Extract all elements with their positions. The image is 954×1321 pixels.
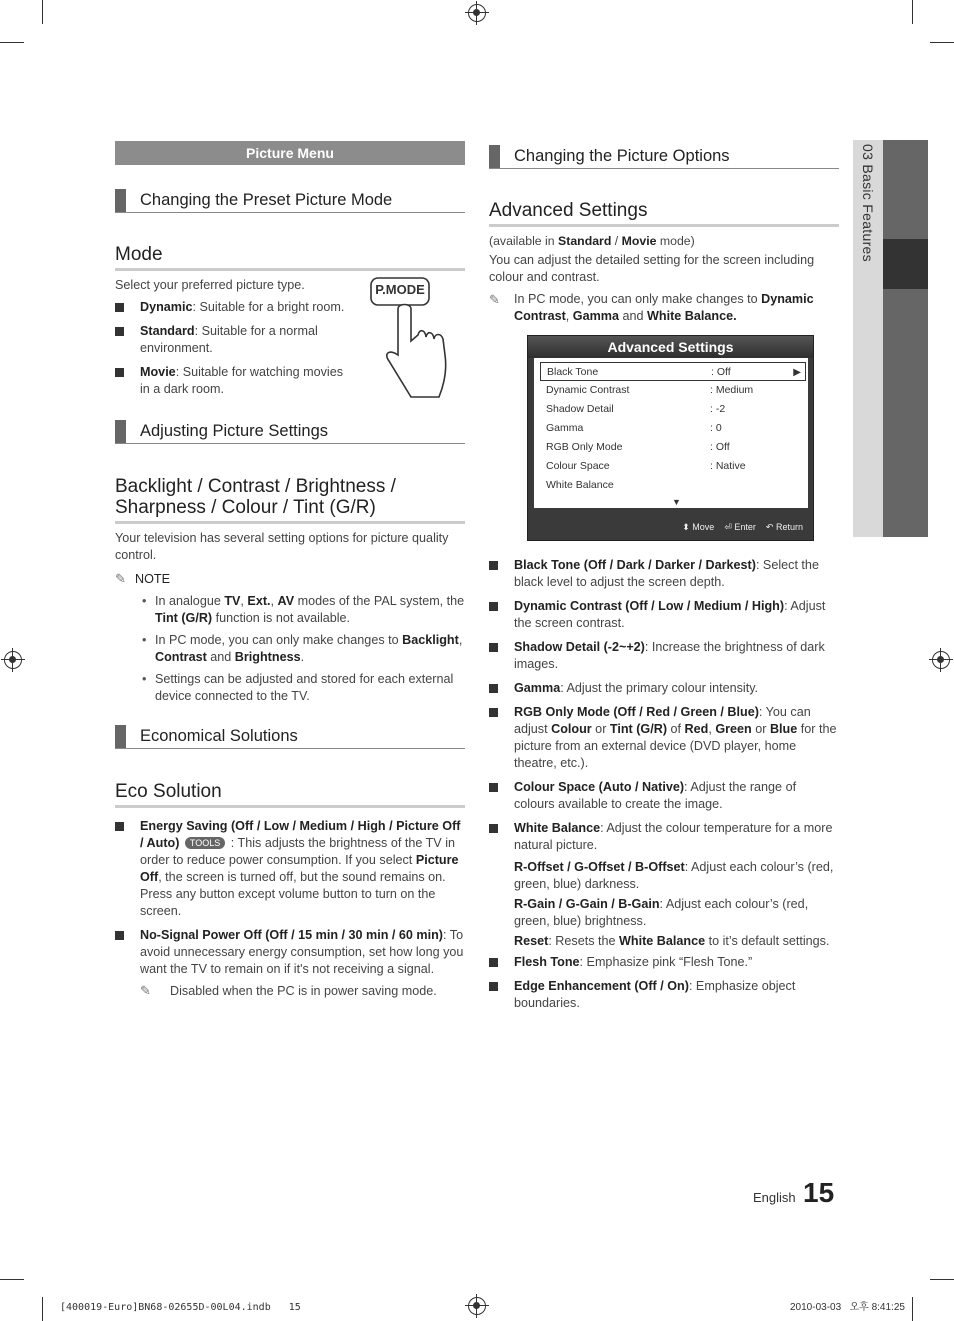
- pmode-label: P.MODE: [375, 282, 425, 297]
- section-picture-options: Changing the Picture Options: [489, 145, 839, 169]
- tools-button-icon: TOOLS: [185, 837, 225, 849]
- list-item: RGB Only Mode (Off / Red / Green / Blue): You can adjust Colour or Tint (G/R) of Red, Green or Blue for the picture from an external device (DVD player, home theatre, etc.).: [489, 704, 839, 772]
- enter-icon: ⏎: [724, 522, 732, 532]
- sub-item: R-Gain / G-Gain / B-Gain: Adjust each colour’s (red, green, blue) brightness.: [514, 897, 809, 928]
- list-item: Flesh Tone: Emphasize pink “Flesh Tone.”: [489, 954, 839, 971]
- pmode-remote-icon: [365, 277, 455, 407]
- crop-mark: [42, 0, 43, 24]
- note-item: • In PC mode, you can only make changes to Backlight, Contrast and Brightness.: [140, 632, 465, 666]
- list-item: Black Tone (Off / Dark / Darker / Darkest): Select the black level to adjust the screen depth.: [489, 557, 839, 591]
- note-heading: ✎ NOTE: [115, 571, 170, 586]
- pencil-icon: ✎: [115, 571, 126, 586]
- list-item: Standard: Suitable for a normal environment.: [115, 323, 345, 357]
- note-item: • In analogue TV, Ext., AV modes of the PAL system, the Tint (G/R) function is not available.: [140, 593, 465, 627]
- crop-mark: [930, 42, 954, 43]
- heading-advanced-settings: Advanced Settings: [489, 200, 839, 227]
- crop-mark: [42, 1297, 43, 1321]
- right-column: [489, 145, 839, 325]
- list-item: Energy Saving (Off / Low / Medium / High / Picture Off / Auto) TOOLS : This adjusts the brightness of the TV in order to reduce power consumption. If you select Picture Off, the screen is turned off, but the sound remains on. Press any button except volume button to turn on the screen.: [115, 818, 465, 920]
- picture-menu-bar: Picture Menu: [115, 141, 465, 165]
- osd-row[interactable]: Gamma : 0: [546, 422, 722, 434]
- print-date-info: 2010-03-03 오후 8:41:25: [790, 1302, 905, 1313]
- advanced-intro: You can adjust the detailed setting for the screen including colour and contrast.: [489, 253, 815, 284]
- osd-title: Advanced Settings: [528, 336, 813, 358]
- mode-intro: Select your preferred picture type.: [115, 278, 305, 292]
- osd-menu: [534, 358, 808, 508]
- section-adjusting-picture: Adjusting Picture Settings: [115, 420, 465, 444]
- list-item: Colour Space (Auto / Native): Adjust the range of colours available to create the image.: [489, 779, 839, 813]
- chapter-side-tab: [853, 140, 928, 537]
- pc-mode-note: ✎ In PC mode, you can only make changes to Dynamic Contrast, Gamma and White Balance.: [489, 292, 814, 323]
- sub-item: Reset: Resets the White Balance to it’s default settings.: [514, 934, 830, 948]
- heading-backlight: Backlight / Contrast / Brightness / Sharpness / Colour / Tint (G/R): [115, 476, 465, 524]
- return-icon: ↶: [765, 522, 774, 532]
- osd-footer: ⬍ Move ⏎ Enter ↶ Return: [682, 522, 803, 532]
- advanced-settings-osd: [527, 335, 814, 541]
- arrow-right-icon: ▶: [793, 367, 801, 378]
- availability-text: (available in Standard / Movie mode): [489, 234, 695, 248]
- section-economical: Economical Solutions: [115, 725, 465, 749]
- registration-mark-icon: [932, 651, 950, 669]
- osd-row[interactable]: Dynamic Contrast : Medium: [546, 384, 754, 396]
- right-list: [489, 557, 839, 1012]
- list-item: Edge Enhancement (Off / On): Emphasize object boundaries.: [489, 978, 839, 1012]
- osd-row[interactable]: Shadow Detail : -2: [546, 403, 726, 415]
- crop-mark: [912, 0, 913, 24]
- crop-mark: [930, 1279, 954, 1280]
- pencil-icon: ✎: [140, 983, 151, 998]
- language-label: English: [753, 1190, 796, 1205]
- list-item: Shadow Detail (-2~+2): Increase the brightness of dark images.: [489, 639, 839, 673]
- pencil-icon: ✎: [489, 292, 500, 307]
- note-item: • Settings can be adjusted and stored for each external device connected to the TV.: [140, 671, 465, 705]
- print-file-info: [400019-Euro]BN68-02655D-00L04.indb 15: [60, 1302, 301, 1313]
- list-item: No-Signal Power Off (Off / 15 min / 30 min / 60 min): To avoid unnecessary energy consumption, set how long you want the TV to remain on if it's not receiving a signal.: [115, 927, 465, 978]
- backlight-intro: Your television has several setting options for picture quality control.: [115, 531, 449, 562]
- move-icon: ⬍: [682, 522, 690, 532]
- list-item: Dynamic Contrast (Off / Low / Medium / High): Adjust the screen contrast.: [489, 598, 839, 632]
- list-item: White Balance: Adjust the colour temperature for a more natural picture.: [489, 820, 839, 854]
- left-column: [115, 141, 465, 1000]
- heading-mode: Mode: [115, 244, 465, 271]
- section-preset-mode: Changing the Preset Picture Mode: [115, 189, 465, 213]
- crop-mark: [0, 42, 24, 43]
- list-item: Movie: Suitable for watching movies in a dark room.: [115, 364, 345, 398]
- list-item: Gamma: Adjust the primary colour intensity.: [489, 680, 839, 697]
- registration-mark-icon: [468, 4, 486, 22]
- osd-row-black-tone[interactable]: Black Tone : Off ▶: [540, 362, 806, 381]
- heading-eco-solution: Eco Solution: [115, 781, 465, 808]
- page-number: 15: [803, 1177, 835, 1208]
- eco-note: ✎ Disabled when the PC is in power saving mode.: [140, 983, 437, 998]
- osd-row[interactable]: RGB Only Mode : Off: [546, 441, 730, 453]
- scroll-down-icon[interactable]: ▼: [672, 497, 681, 507]
- list-item: Dynamic: Suitable for a bright room.: [115, 299, 345, 316]
- chapter-label: 03 Basic Features: [860, 144, 876, 262]
- crop-mark: [912, 1297, 913, 1321]
- crop-mark: [0, 1279, 24, 1280]
- osd-row[interactable]: White Balance: [546, 479, 614, 491]
- registration-mark-icon: [4, 651, 22, 669]
- sub-item: R-Offset / G-Offset / B-Offset: Adjust each colour’s (red, green, blue) darkness.: [514, 860, 834, 891]
- osd-row[interactable]: Colour Space : Native: [546, 460, 746, 472]
- registration-mark-icon: [468, 1297, 486, 1315]
